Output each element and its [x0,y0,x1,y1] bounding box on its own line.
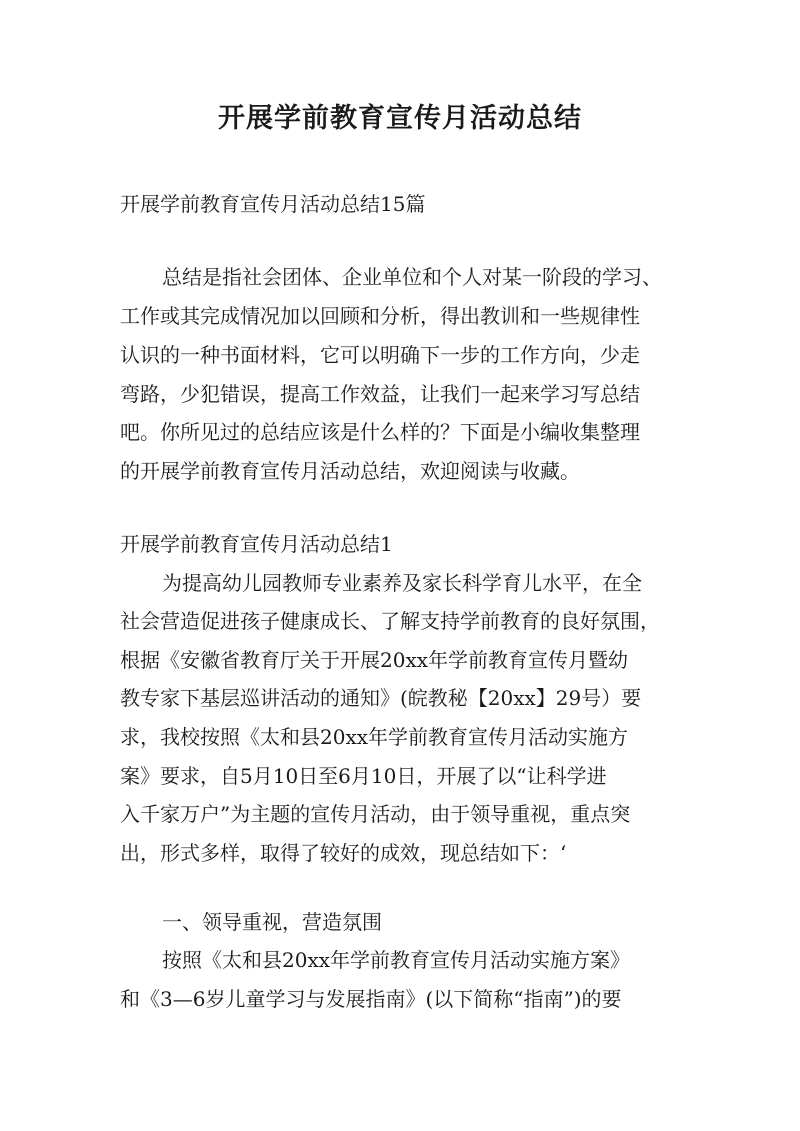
section-line: 教专家下基层巡讲活动的通知》(皖教秘【20xx】29号）要 [120,686,642,710]
section-line: 社会营造促进孩子健康成长、了解支持学前教育的良好氛围， [120,609,660,633]
part-line: 和《3—6岁儿童学习与发展指南》(以下简称“指南”)的要 [120,987,622,1011]
intro-line: 的开展学前教育宣传月活动总结，欢迎阅读与收藏。 [120,459,580,483]
section-line: 出，形式多样，取得了较好的成效，现总结如下：‘ [120,841,567,865]
section-line: 为提高幼儿园教师专业素养及家长科学育儿水平，在全 [162,571,642,595]
intro-line: 认识的一种书面材料，它可以明确下一步的工作方向，少走 [120,343,640,367]
intro-line: 工作或其完成情况加以回顾和分析，得出教训和一些规律性 [120,304,640,328]
intro-line: 弯路，少犯错误，提高工作效益，让我们一起来学习写总结 [120,382,640,406]
section-line: 求，我校按照《太和县20xx年学前教育宣传月活动实施方 [120,725,629,749]
document-title: 开展学前教育宣传月活动总结 [218,103,582,134]
part-heading: 一、领导重视，营造氛围 [162,910,382,934]
document-subtitle: 开展学前教育宣传月活动总结15篇 [120,192,426,216]
section-line: 根据《安徽省教育厅关于开展20xx年学前教育宣传月暨幼 [120,648,629,672]
intro-line: 总结是指社会团体、企业单位和个人对某一阶段的学习、 [162,265,662,289]
section-heading: 开展学前教育宣传月活动总结1 [120,532,393,556]
section-line: 入千家万户”为主题的宣传月活动，由于领导重视，重点突 [120,802,631,826]
section-line: 案》要求，自5月10日至6月10日，开展了以“让科学进 [120,764,607,788]
intro-line: 吧。你所见过的总结应该是什么样的？下面是小编收集整理 [120,420,640,444]
part-line: 按照《太和县20xx年学前教育宣传月活动实施方案》 [162,948,631,972]
